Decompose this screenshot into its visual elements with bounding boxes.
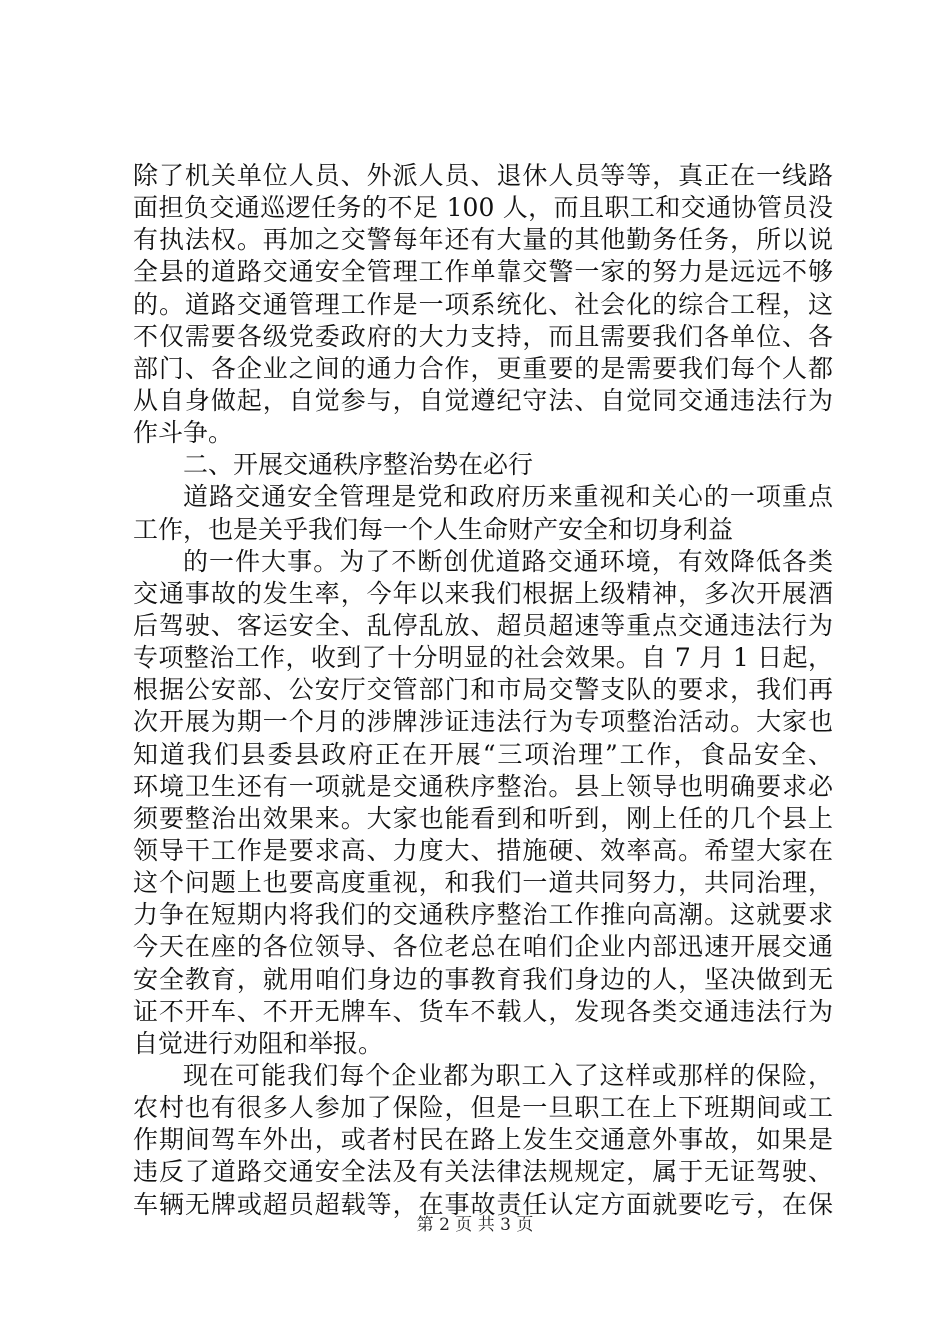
text-line: 现在可能我们每个企业都为职工入了这样或那样的保险， — [183, 1060, 833, 1090]
text-line: 全县的道路交通安全管理工作单靠交警一家的努力是远远不够 — [133, 257, 833, 287]
text-line: 违反了道路交通安全法及有关法律法规规定，属于无证驾驶、 — [133, 1157, 833, 1187]
text-line: 这个问题上也要高度重视，和我们一道共同努力，共同治理， — [133, 868, 833, 898]
document-body — [133, 160, 833, 1221]
text-line: 证不开车、不开无牌车、货车不载人，发现各类交通违法行为 — [133, 996, 833, 1026]
text-line: 专项整治工作，收到了十分明显的社会效果。自 7 月 1 日起， — [133, 643, 833, 673]
text-line: 除了机关单位人员、外派人员、退休人员等等，真正在一线路 — [133, 161, 833, 190]
text-line: 作斗争。 — [133, 418, 234, 448]
text-line: 的一件大事。为了不断创优道路交通环境，有效降低各类 — [183, 546, 833, 576]
text-line: 道路交通安全管理是党和政府历来重视和关心的一项重点 — [183, 482, 833, 512]
text-line: 有执法权。再加之交警每年还有大量的其他勤务任务，所以说 — [133, 225, 833, 255]
text-line: 知道我们县委县政府正在开展“三项治理”工作，食品安全、 — [133, 739, 833, 769]
text-line: 车辆无牌或超员超载等，在事故责任认定方面就要吃亏，在保 — [133, 1189, 833, 1219]
text-line: 面担负交通巡逻任务的不足 100 人，而且职工和交通协管员没 — [133, 193, 833, 223]
text-line: 根据公安部、公安厅交管部门和市局交警支队的要求，我们再 — [133, 675, 833, 705]
text-line: 后驾驶、客运安全、乱停乱放、超员超速等重点交通违法行为 — [133, 610, 833, 640]
text-line: 作期间驾车外出，或者村民在路上发生交通意外事故，如果是 — [133, 1125, 833, 1155]
text-line: 须要整治出效果来。大家也能看到和听到，刚上任的几个县上 — [133, 803, 833, 833]
text-line: 今天在座的各位领导、各位老总在咱们企业内部迅速开展交通 — [133, 932, 833, 962]
text-line: 工作，也是关乎我们每一个人生命财产安全和切身利益 — [133, 514, 734, 544]
text-line: 环境卫生还有一项就是交通秩序整治。县上领导也明确要求必 — [133, 771, 833, 801]
text-line: 力争在短期内将我们的交通秩序整治工作推向高潮。这就要求 — [133, 900, 833, 930]
text-line: 领导干工作是要求高、力度大、措施硬、效率高。希望大家在 — [133, 835, 833, 865]
text-line: 次开展为期一个月的涉牌涉证违法行为专项整治活动。大家也 — [133, 707, 833, 737]
page-footer: 第 2 页 共 3 页 — [416, 1215, 534, 1235]
text-line: 自觉进行劝阻和举报。 — [133, 1028, 384, 1058]
text-line: 农村也有很多人参加了保险，但是一旦职工在上下班期间或工 — [133, 1093, 833, 1123]
text-line: 二、开展交通秩序整治势在必行 — [183, 450, 534, 480]
text-line: 交通事故的发生率，今年以来我们根据上级精神，多次开展酒 — [133, 578, 833, 608]
text-line: 安全教育，就用咱们身边的事教育我们身边的人，坚决做到无 — [133, 964, 833, 994]
text-line: 部门、各企业之间的通力合作，更重要的是需要我们每个人都 — [133, 353, 833, 383]
text-line: 不仅需要各级党委政府的大力支持，而且需要我们各单位、各 — [133, 321, 833, 351]
text-line: 的。道路交通管理工作是一项系统化、社会化的综合工程，这 — [133, 289, 833, 319]
text-line: 从自身做起，自觉参与，自觉遵纪守法、自觉同交通违法行为 — [133, 385, 833, 415]
